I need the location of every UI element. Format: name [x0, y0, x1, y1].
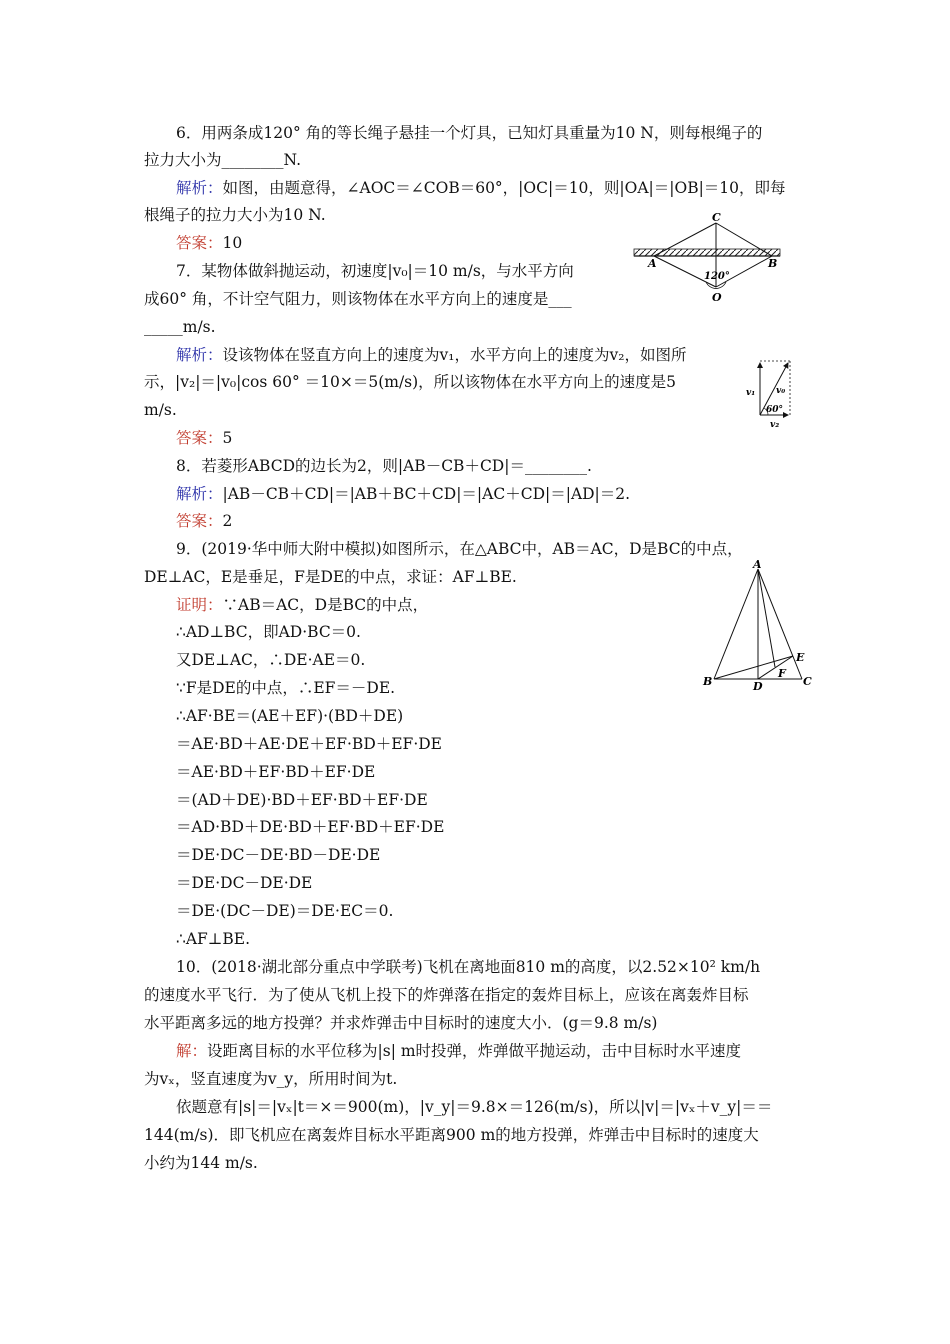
text-line	[144, 1013, 657, 1033]
text-line	[176, 595, 428, 615]
text-line	[144, 1069, 397, 1089]
text-segment: 为vₓ，竖直速度为v_y，所用时间为t.	[144, 1070, 398, 1088]
text-line	[176, 901, 393, 921]
angle-60-label: 60°	[766, 405, 784, 415]
text-line	[144, 205, 326, 225]
text-segment: 水平距离多远的地方投弹？并求炸弹击中目标时的速度大小．(g＝9.8 m/s)	[144, 1014, 658, 1032]
label-C: C	[803, 675, 812, 688]
text-segment: 依题意有|s|＝|vₓ|t＝×＝900(m)，|v_y|＝9.8×＝126(m/s)，所以|v|＝|vₓ＋v_y|＝＝	[176, 1098, 773, 1116]
text-segment: ＝DE·DC－DE·BD－DE·DE	[176, 846, 381, 864]
text-line	[176, 1097, 772, 1117]
text-segment: 根绳子的拉力大小为10 N.	[144, 206, 326, 224]
label-ans: 解：	[176, 1042, 208, 1060]
text-line	[144, 567, 517, 587]
text-segment: ＝DE·(DC－DE)＝DE·EC＝0.	[176, 902, 394, 920]
text-segment: 144(m/s)．即飞机应在离轰炸目标水平距离900 m的地方投弹，炸弹击中目标时的速度大	[144, 1126, 759, 1144]
text-segment: 的速度水平飞行．为了使从飞机上投下的炸弹落在指定的轰炸目标上，应该在离轰炸目标	[144, 986, 749, 1004]
text-line	[144, 1153, 258, 1173]
text-line	[176, 734, 442, 754]
text-line	[176, 345, 686, 365]
text-segment: ＝AE·BD＋EF·BD＋EF·DE	[176, 763, 376, 781]
text-segment: ＝DE·DC－DE·DE	[176, 874, 313, 892]
text-line	[176, 845, 380, 865]
text-segment: 10	[222, 234, 243, 252]
text-line	[144, 289, 572, 309]
label-v2: v₂	[770, 420, 780, 430]
text-segment: |AB－CB＋CD|＝|AB＋BC＋CD|＝|AC＋CD|＝|AD|＝2.	[222, 485, 631, 503]
angle-label: 120°	[704, 271, 730, 282]
text-line	[144, 1125, 759, 1145]
text-line	[176, 650, 365, 670]
label-v1: v₁	[746, 388, 756, 398]
text-segment: 如图，由题意得，∠AOC＝∠COB＝60°，|OC|＝10，则|OA|＝|OB|＝10，即每	[222, 179, 786, 197]
text-line	[176, 929, 250, 949]
text-line	[144, 150, 301, 170]
text-segment: 2	[222, 512, 233, 530]
text-segment: ＝AE·BD＋AE·DE＋EF·BD＋EF·DE	[176, 735, 442, 753]
text-segment: 10．(2018·湖北部分重点中学联考)飞机在离地面810 m的高度，以2.52×10² km/h	[176, 958, 761, 976]
text-line	[176, 678, 395, 698]
label-C: C	[712, 211, 721, 224]
text-segment: ∵F是DE的中点，∴EF＝－DE.	[176, 679, 396, 697]
text-line	[176, 261, 574, 281]
text-segment: 5	[222, 429, 233, 447]
text-line	[176, 511, 232, 531]
text-segment: 小约为144 m/s.	[144, 1154, 258, 1172]
text-segment: 成60° 角，不计空气阻力，则该物体在水平方向上的速度是___	[144, 290, 572, 308]
label-prf: 证明：	[176, 596, 223, 614]
label-sol: 解析：	[176, 485, 223, 503]
text-line	[176, 622, 361, 642]
text-segment: ＝(AD＋DE)·BD＋EF·BD＋EF·DE	[176, 791, 428, 809]
text-line	[176, 539, 743, 559]
text-line	[176, 957, 760, 977]
label-D: D	[753, 680, 763, 691]
text-segment: 示，|v₂|＝|v₀|cos 60° ＝10×＝5(m/s)，所以该物体在水平方向上的速度是5	[144, 373, 677, 391]
text-segment: 拉力大小为________N.	[144, 151, 301, 169]
velocity-figure	[744, 355, 804, 431]
text-segment: ＝AD·BD＋DE·BD＋EF·BD＋EF·DE	[176, 818, 445, 836]
text-segment: m/s.	[144, 401, 177, 419]
label-sol: 解析：	[176, 179, 223, 197]
label-A: A	[648, 257, 657, 270]
text-segment: 8．若菱形ABCD的边长为2，则|AB－CB＋CD|＝________.	[176, 457, 592, 475]
text-segment: ∴AF⊥BE.	[176, 930, 251, 948]
text-line	[176, 706, 403, 726]
text-line	[176, 873, 312, 893]
text-line	[176, 178, 786, 198]
label-ans: 答案：	[176, 512, 223, 530]
label-F: F	[778, 667, 786, 680]
text-line	[176, 790, 428, 810]
label-B: B	[768, 257, 778, 270]
text-segment: 9．(2019·华中师大附中模拟)如图所示，在△ABC中，AB＝AC，D是BC的中点，	[176, 540, 743, 558]
text-line	[176, 817, 444, 837]
text-segment: 设该物体在竖直方向上的速度为v₁，水平方向上的速度为v₂，如图所	[222, 346, 687, 364]
text-line	[176, 484, 630, 504]
label-v0: v₀	[776, 386, 786, 396]
text-segment: 设距离目标的水平位移为|s| m时投弹，炸弹做平抛运动，击中目标时水平速度	[207, 1042, 742, 1060]
text-line	[176, 762, 375, 782]
label-sol: 解析：	[176, 346, 223, 364]
rope-figure	[632, 209, 782, 309]
text-line	[176, 233, 242, 253]
text-line	[176, 1041, 741, 1061]
text-segment: ∴AD⊥BC，即AD·BC＝0.	[176, 623, 361, 641]
label-B: B	[703, 675, 713, 688]
label-ans: 答案：	[176, 429, 223, 447]
text-segment: _____m/s.	[144, 318, 216, 336]
text-segment: 6．用两条成120° 角的等长绳子悬挂一个灯具，已知灯具重量为10 N，则每根绳子的	[176, 124, 763, 142]
text-segment: ∵AB＝AC，D是BC的中点，	[222, 596, 429, 614]
label-ans: 答案：	[176, 234, 223, 252]
label-E: E	[796, 651, 805, 664]
text-segment: DE⊥AC，E是垂足，F是DE的中点，求证：AF⊥BE.	[144, 568, 517, 586]
text-segment: 7．某物体做斜抛运动，初速度|v₀|＝10 m/s，与水平方向	[176, 262, 574, 280]
text-line	[176, 428, 232, 448]
text-line	[144, 985, 749, 1005]
text-segment: ∴AF·BE＝(AE＋EF)·(BD＋DE)	[176, 707, 404, 725]
text-line	[176, 123, 762, 143]
text-line	[176, 456, 592, 476]
text-line	[144, 317, 216, 337]
triangle-figure	[702, 559, 814, 691]
text-segment: 又DE⊥AC，∴DE·AE＝0.	[176, 651, 366, 669]
text-line	[144, 400, 177, 420]
label-O: O	[712, 291, 722, 304]
label-A: A	[753, 559, 762, 571]
text-line	[144, 372, 676, 392]
